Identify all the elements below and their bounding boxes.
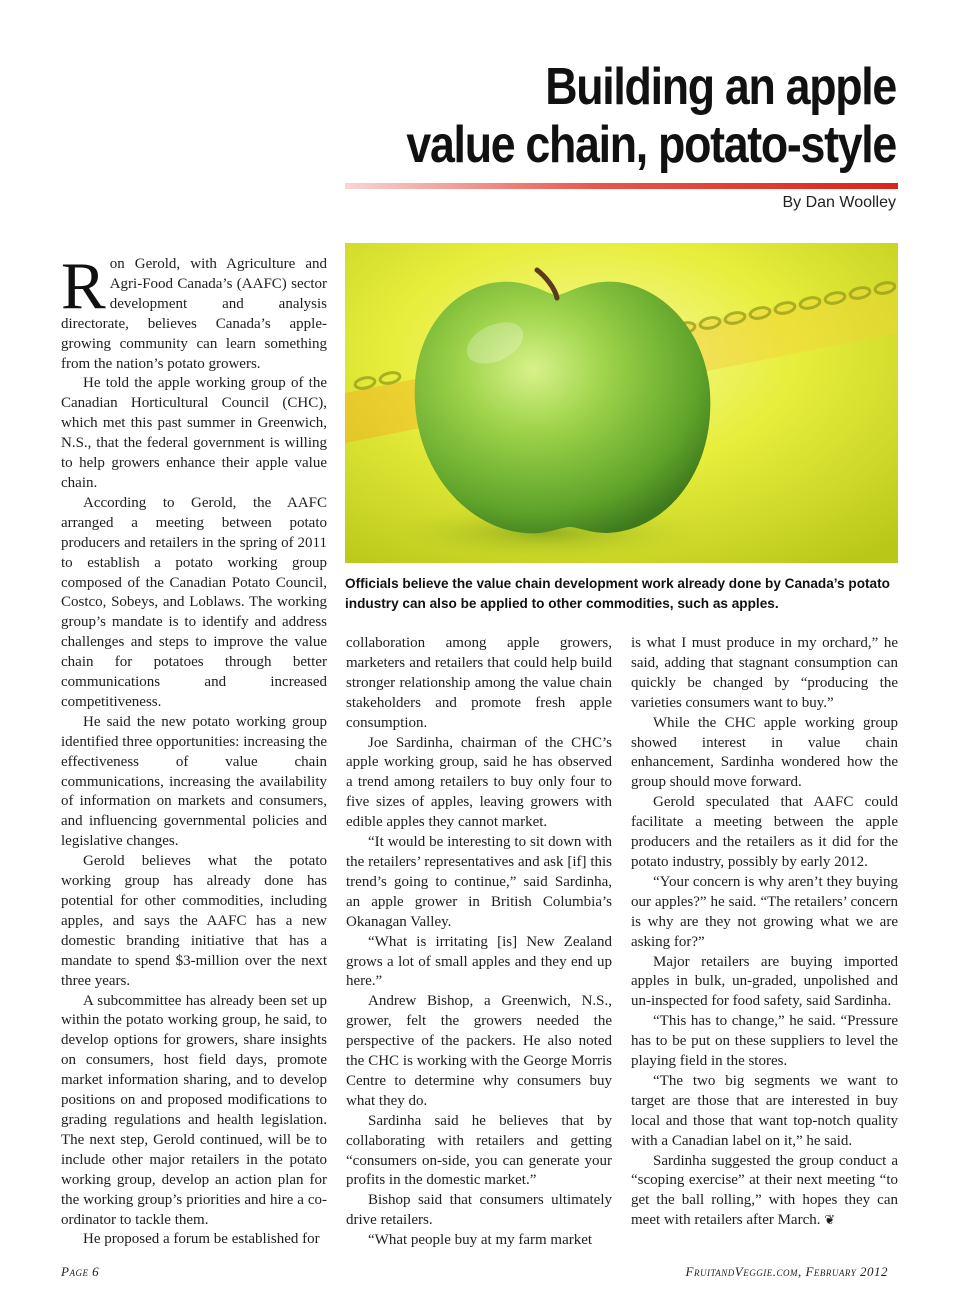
paragraph: Sardinha said he believes that by collaborating with retailers and getting “consumers on-side, you can generate your profits in the domestic market.” bbox=[346, 1112, 612, 1189]
paragraph: Joe Sardinha, chairman of the CHC’s apple working group, said he has observed a trend among retailers to buy only four to five sizes of apples, leaving growers with edible apples they cannot market. bbox=[346, 734, 612, 831]
fleuron-end-icon: ❦ bbox=[824, 1213, 836, 1229]
paragraph: “Your concern is why aren’t they buying our apples?” he said. “The retailers’ concern is why are they not growing what we are asking for?” bbox=[631, 873, 898, 950]
paragraph: Sardinha suggested the group conduct a “scoping exercise” at their next meeting “to get the ball rolling,” with hopes they can meet with retailers after March. ❦ bbox=[631, 1152, 898, 1229]
paragraph: A subcommittee has already been set up within the potato working group, he said, to develop options for growers, share insights on consumers, host field days, promote market information sharing, and to develop positions on and proposed modifications to grading regulations and health legislation. The next step, Gerold continued, will be to include other major retailers in the potato working group, develop an action plan for the working group’s priorities and hire a co-ordinator to tackle them. bbox=[61, 992, 327, 1228]
drop-cap: R bbox=[61, 249, 106, 323]
paragraph: He said the new potato working group identified three opportunities: increasing the effectiveness of value chain communications, increasing the availability of information on markets and consumers, and influencing governmental policies and legislative changes. bbox=[61, 713, 327, 850]
byline: By Dan Woolley bbox=[782, 194, 896, 211]
article-title bbox=[196, 58, 896, 174]
publication-footer: FruitandVeggie.com, February 2012 bbox=[685, 1264, 888, 1279]
photo-caption: Officials believe the value chain development work already done by Canada’s potato industry can also be applied to other commodities, such as apples. bbox=[345, 576, 890, 611]
page-number: Page 6 bbox=[61, 1264, 100, 1279]
paragraph: Gerold believes what the potato working group has already done has potential for other commodities, including apples, and says the AAFC has a new domestic branding initiative that has a mandate to spend $3-million over the next three years. bbox=[61, 853, 327, 989]
paragraph: “The two big segments we want to target are those that are interested in buy local and those that want top-notch quality with a Canadian label on it,” he said. bbox=[631, 1072, 898, 1149]
article-column-3 bbox=[631, 634, 898, 1231]
article-column-2 bbox=[346, 634, 612, 1251]
paragraph: According to Gerold, the AAFC arranged a meeting between potato producers and retailers in the spring of 2011 to establish a potato working group composed of the Canadian Potato Council, Costco, Sobeys, and Loblaws. The working group’s mandate is to identify and address challenges and steps to improve the value chain for potatoes through better communications and increased competitiveness. bbox=[61, 494, 327, 710]
paragraph: Major retailers are buying imported apples in bulk, un-graded, unpolished and un-inspected for food safety, said Sardinha. bbox=[631, 953, 898, 1010]
paragraph: He proposed a forum be established for bbox=[83, 1231, 320, 1248]
title-line-1: Building an apple bbox=[545, 58, 896, 116]
paragraph: While the CHC apple working group showed interest in value chain enhancement, Sardinha wondered how the group should move forward. bbox=[631, 714, 898, 791]
paragraph: “This has to change,” he said. “Pressure has to be put on these suppliers to level the playing field in the stores. bbox=[631, 1013, 898, 1070]
title-line-2: value chain, potato-style bbox=[406, 116, 896, 174]
paragraph: Bishop said that consumers ultimately drive retailers. bbox=[346, 1192, 612, 1229]
paragraph: is what I must produce in my orchard,” he said, adding that stagnant consumption can quickly be changed by “producing the varieties consumers want to buy.” bbox=[631, 635, 898, 711]
article-column-1 bbox=[61, 249, 327, 1250]
paragraph: Ron Gerold, with Agriculture and Agri-Food Canada’s (AAFC) sector development and analysis directorate, believes Canada’s apple-growing community can learn something from the nation’s potato growers. bbox=[61, 249, 327, 372]
paragraph: Andrew Bishop, a Greenwich, N.S., grower, felt the growers needed the perspective of the packers. He also noted the CHC is working with the George Morris Centre to determine why consumers buy what they do. bbox=[346, 993, 612, 1109]
paragraph: “It would be interesting to sit down with the retailers’ representatives and ask [if] this trend’s going to continue,” said Sardinha, an apple grower in British Columbia’s Okanagan Valley. bbox=[346, 834, 612, 930]
paragraph: collaboration among apple growers, marketers and retailers that could help build stronger relationship among the value chain stakeholders and promote fresh apple consumption. bbox=[346, 635, 612, 731]
paragraph: “What people buy at my farm market bbox=[368, 1232, 593, 1249]
apple-photo bbox=[345, 243, 898, 563]
paragraph: “What is irritating [is] New Zealand grows a lot of small apples and they end up here.” bbox=[346, 933, 612, 990]
title-rule bbox=[345, 183, 898, 189]
paragraph: He told the apple working group of the Canadian Horticultural Council (CHC), which met this past summer in Greenwich, N.S., that the federal government is willing to help growers enhance their apple value chain. bbox=[61, 375, 327, 491]
paragraph: Gerold speculated that AAFC could facilitate a meeting between the apple producers and the retailers as it did for the potato industry, possibly by early 2012. bbox=[631, 794, 898, 870]
